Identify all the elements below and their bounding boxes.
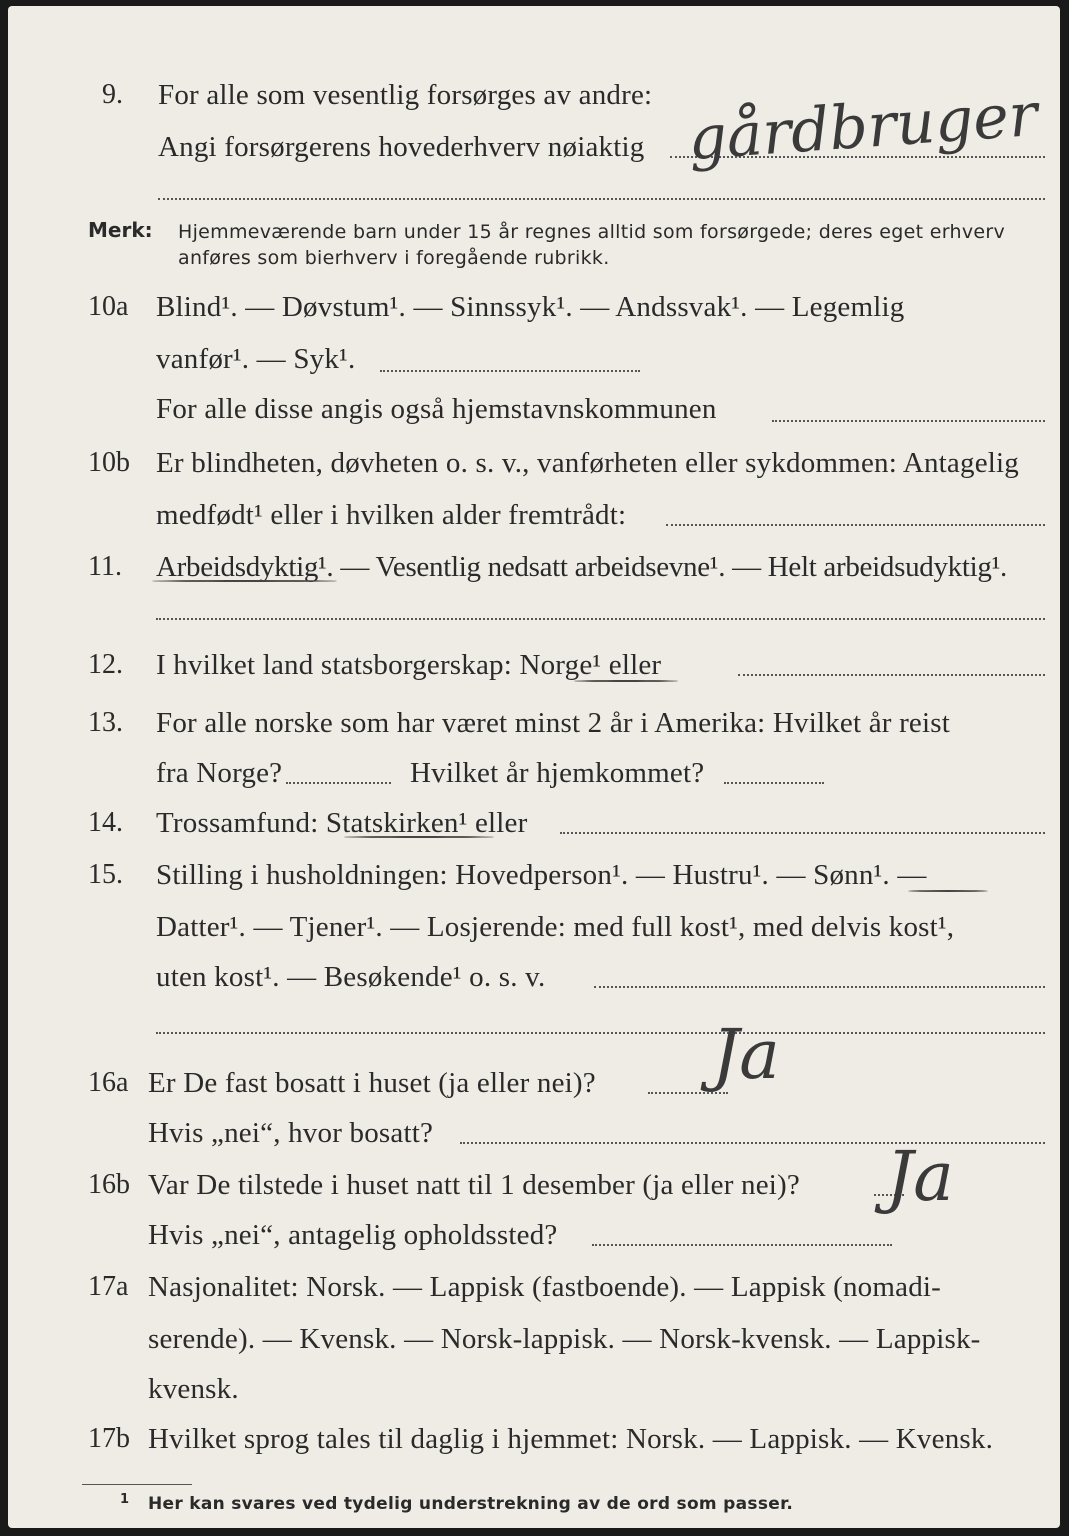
q13-right-label: Hvilket år hjemkommet?: [410, 757, 705, 789]
q17a-options-cont: serende). — Kvensk. — Norsk-lappisk. — Norsk-kvensk. — Lappisk-: [148, 1323, 981, 1355]
q15-options-cont2: uten kost¹. — Besøkende¹ o. s. v.: [156, 961, 546, 993]
q16a-handwritten-answer: Ja: [712, 1016, 780, 1095]
q9-extra-line: [158, 198, 1045, 200]
note-text: Hjemmeværende barn under 15 år regnes alltid som forsørgede; deres eget erhverv: [178, 221, 1006, 243]
item-number-13: 13.: [88, 707, 123, 738]
q17b-options: Hvilket sprog tales til daglig i hjemmet: Norsk. — Lappisk. — Kvensk.: [148, 1423, 994, 1455]
item-number-17a: 17a: [88, 1271, 129, 1302]
q11-options: Arbeidsdyktig¹. — Vesentlig nedsatt arbeidsevne¹. — Helt arbeidsudyktig¹.: [156, 551, 1007, 583]
q14-answer-line: [560, 832, 1045, 834]
q11-extra-line: [156, 618, 1045, 620]
q16b-followup-line: [592, 1244, 892, 1246]
note-label: Merk:: [88, 218, 153, 242]
item-number-15: 15.: [88, 859, 123, 890]
q10a-options-cont: vanfør¹. — Syk¹.: [156, 343, 356, 375]
footnote-mark: 1: [120, 1492, 130, 1507]
item-number-11: 11.: [88, 551, 122, 582]
footnote-text: Her kan svares ved tydelig understrekning av de ord som passer.: [148, 1494, 794, 1514]
q15-answer-line: [594, 986, 1045, 988]
q16a-question: Er De fast bosatt i huset (ja eller nei)?: [148, 1067, 596, 1099]
q17a-options-cont2: kvensk.: [148, 1373, 239, 1405]
q13-left-line: [286, 782, 391, 784]
item-number-10b: 10b: [88, 447, 130, 478]
q10b-question: Er blindheten, døvheten o. s. v., vanførheten eller sykdommen: Antagelig: [156, 447, 1019, 479]
q10b-answer-line: [666, 524, 1045, 526]
q15-extra-line: [156, 1032, 1045, 1034]
q13-question: For alle norske som har været minst 2 år i Amerika: Hvilket år reist: [156, 707, 951, 739]
item-number-14: 14.: [88, 807, 123, 838]
q14-question: Trossamfund: Statskirken¹ eller: [156, 807, 528, 839]
q9-question-cont: Angi forsørgerens hovederhverv nøiaktig: [158, 131, 645, 163]
q10a-hometown-line: [772, 420, 1045, 422]
q9-question: For alle som vesentlig forsørges av andre:: [158, 79, 653, 111]
q10a-hometown: For alle disse angis også hjemstavnskommunen: [156, 393, 717, 425]
q16b-question: Var De tilstede i huset natt til 1 desember (ja eller nei)?: [148, 1169, 800, 1201]
item-number-17b: 17b: [88, 1423, 130, 1454]
q15-options-cont: Datter¹. — Tjener¹. — Losjerende: med full kost¹, med delvis kost¹,: [156, 911, 955, 943]
census-form-page: [8, 6, 1060, 1528]
q15-underline-mark: [908, 890, 988, 892]
q16a-followup: Hvis „nei“, hvor bosatt?: [148, 1117, 434, 1149]
footnote-rule: [82, 1484, 192, 1485]
q12-answer-line: [738, 674, 1045, 676]
q11-underline-mark: [152, 580, 337, 582]
q10a-answer-line: [380, 370, 640, 372]
item-number-10a: 10a: [88, 291, 129, 322]
q14-underline-mark: [344, 836, 494, 838]
q9-handwritten-answer: gårdbruger: [685, 79, 1040, 175]
q13-left-label: fra Norge?: [156, 757, 283, 789]
note-text-cont: anføres som bierhverv i foregående rubrikk.: [178, 247, 610, 269]
q10a-options: Blind¹. — Døvstum¹. — Sinnssyk¹. — Andssvak¹. — Legemlig: [156, 291, 905, 323]
q16b-followup: Hvis „nei“, antagelig opholdssted?: [148, 1219, 558, 1251]
q17a-options: Nasjonalitet: Norsk. — Lappisk (fastboende). — Lappisk (nomadi-: [148, 1271, 942, 1303]
q13-right-line: [724, 782, 824, 784]
item-number-12: 12.: [88, 649, 123, 680]
q10b-question-cont: medfødt¹ eller i hvilken alder fremtrådt:: [156, 499, 627, 531]
q15-options: Stilling i husholdningen: Hovedperson¹. — Hustru¹. — Sønn¹. —: [156, 859, 927, 891]
item-number-16b: 16b: [88, 1169, 130, 1200]
item-number-16a: 16a: [88, 1067, 129, 1098]
q12-question: I hvilket land statsborgerskap: Norge¹ eller: [156, 649, 662, 681]
q12-underline-mark: [574, 680, 678, 682]
q16b-handwritten-answer: Ja: [886, 1138, 954, 1217]
item-number-9: 9.: [102, 79, 123, 110]
q16a-followup-line: [460, 1142, 1045, 1144]
